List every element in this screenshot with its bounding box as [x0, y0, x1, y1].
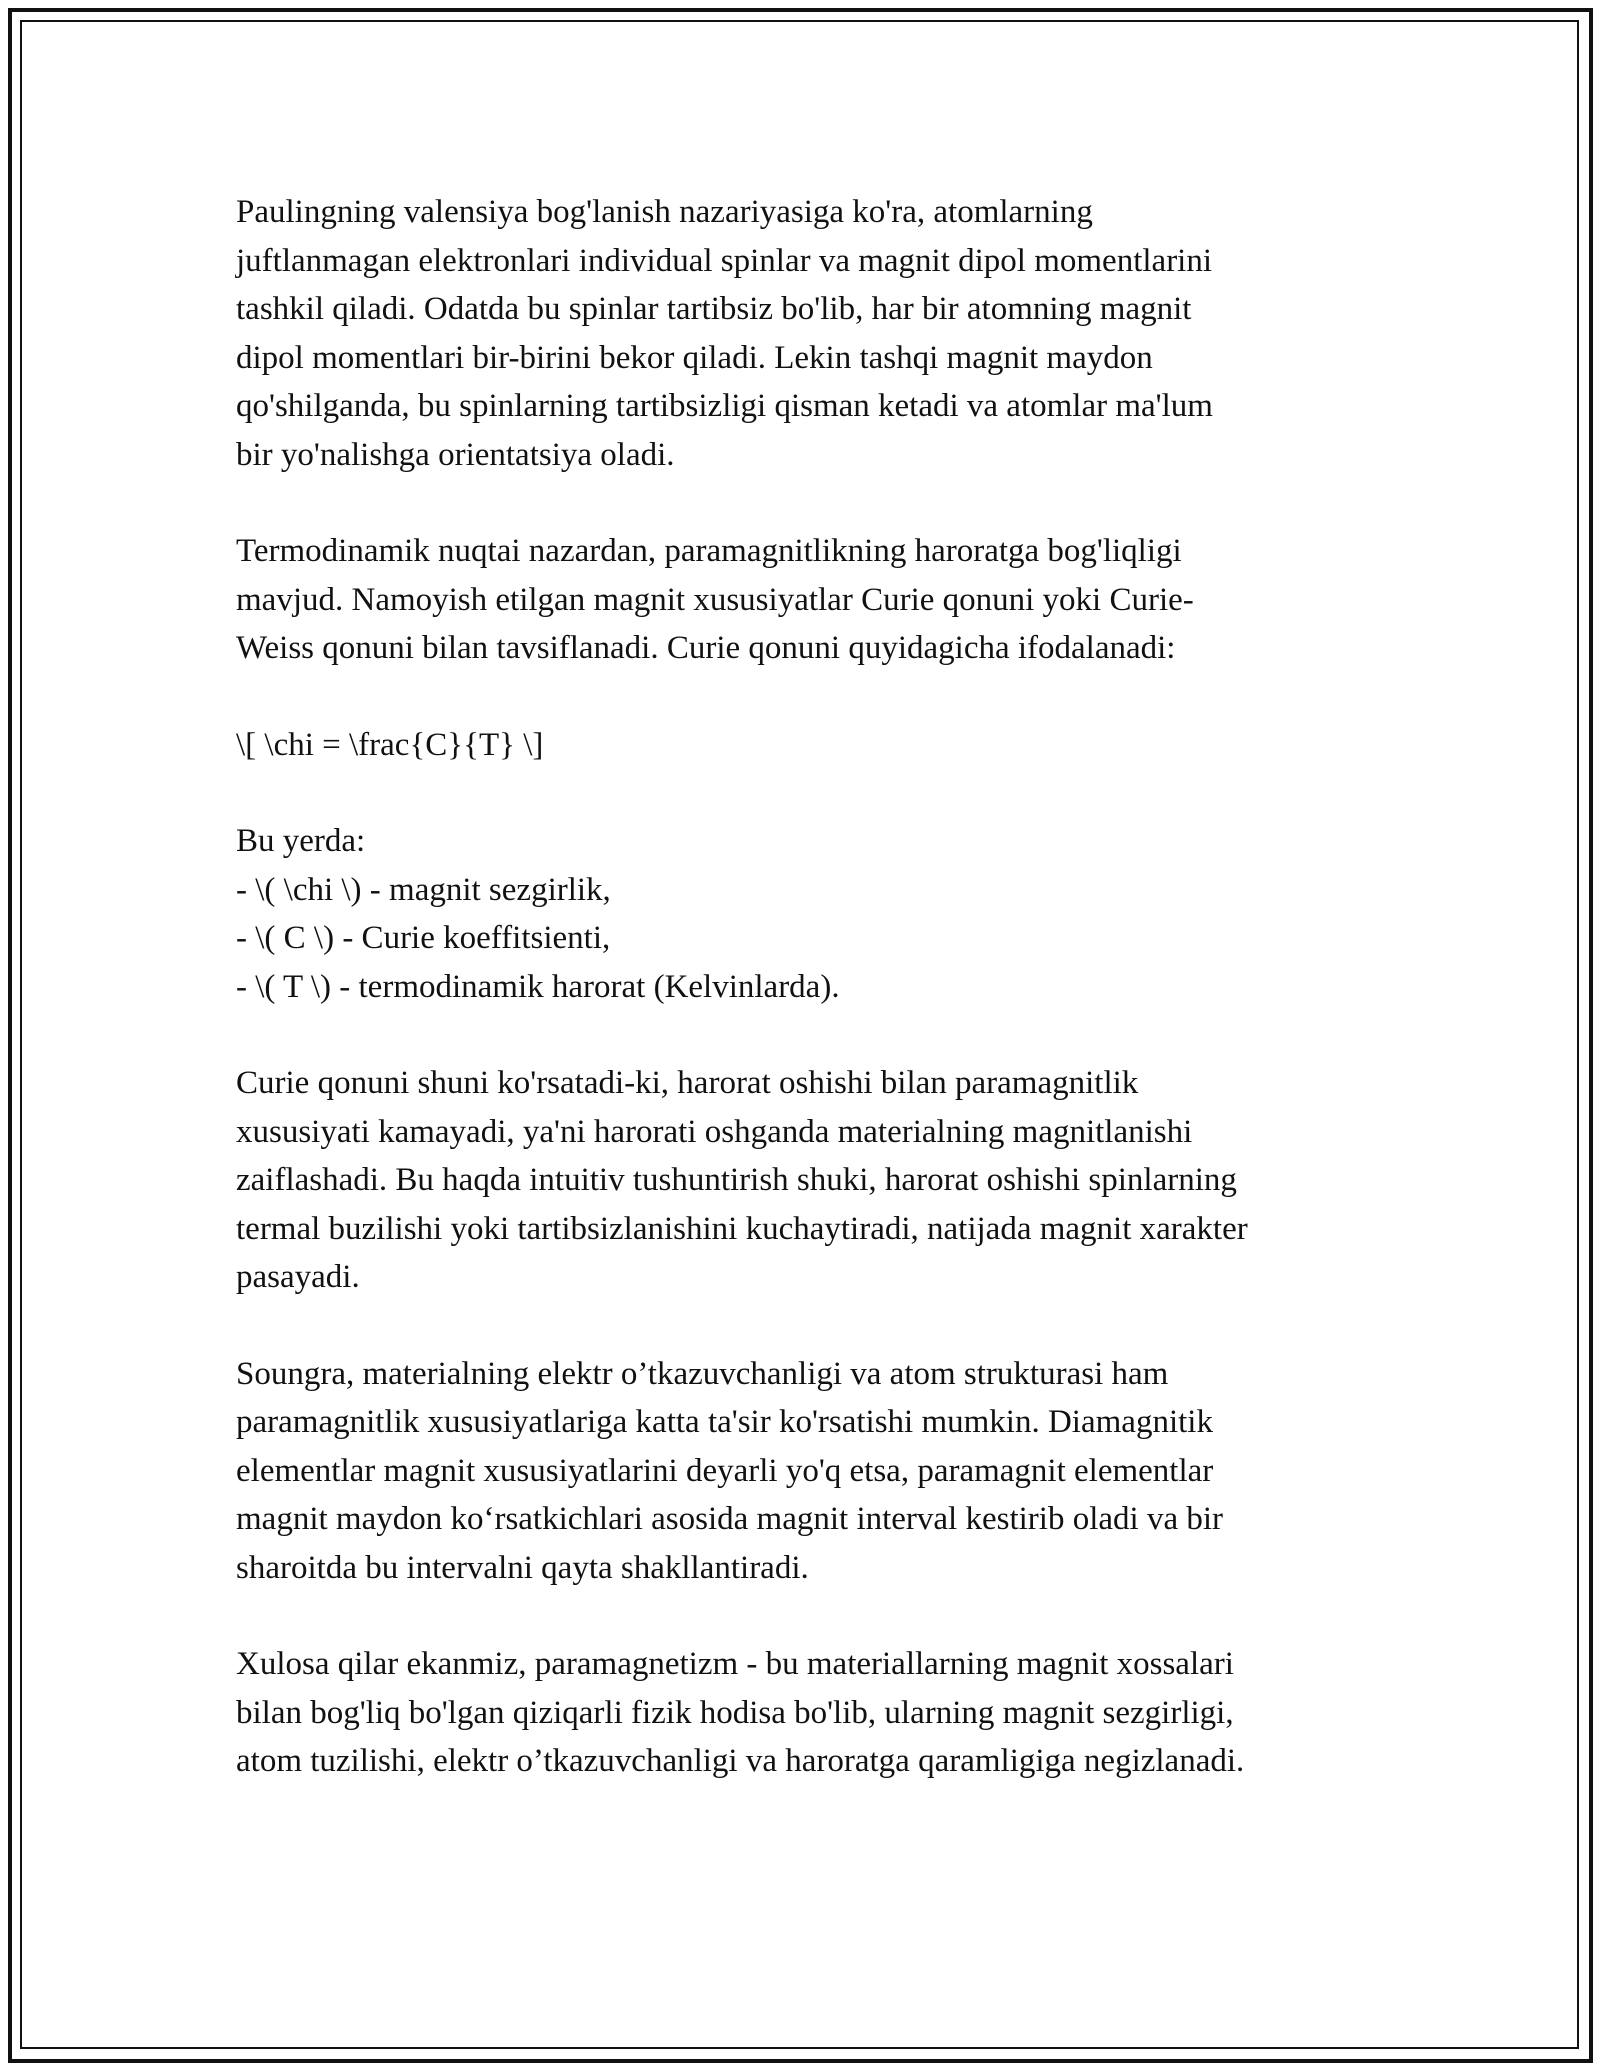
text-line: Curie qonuni shuni ko'rsatadi-ki, harorat oshishi bilan paramagnitlik [236, 1065, 1139, 1101]
text-line: elementlar magnit xususiyatlarini deyarli yo'q etsa, paramagnit elementlar [236, 1452, 1214, 1489]
text-line: dipol momentlari bir-birini bekor qiladi. Lekin tashqi magnit maydon [236, 339, 1153, 376]
definitions-heading: Bu yerda: [236, 823, 366, 859]
text-line: magnit maydon ko‘rsatkichlari asosida magnit interval kestirib oladi va bir [236, 1501, 1224, 1537]
text-line: Paulingning valensiya bog'lanish nazariyasiga ko'ra, atomlarning [236, 194, 1093, 230]
text-line: bilan bog'liq bo'lgan qiziqarli fizik hodisa bo'lib, ularning magnit sezgirligi, [236, 1694, 1234, 1731]
definition-item: - \( \chi \) - magnit sezgirlik, [236, 871, 611, 908]
paragraph-pauling [236, 188, 1366, 479]
curie-law-formula: \[ \chi = \frac{C}{T} \] [236, 726, 544, 763]
definition-item: - \( C \) - Curie koeffitsienti, [236, 920, 611, 956]
paragraph-definitions [236, 817, 1366, 1011]
text-line: atom tuzilishi, elektr o’tkazuvchanligi va haroratga qaramligiga negizlanadi. [236, 1743, 1245, 1779]
text-line: Termodinamik nuqtai nazardan, paramagnitlikning haroratga bog'liqligi [236, 533, 1182, 569]
text-line: paramagnitlik xususiyatlariga katta ta'sir ko'rsatishi mumkin. Diamagnitik [236, 1404, 1213, 1440]
text-line: xususiyati kamayadi, ya'ni harorati oshganda materialning magnitlanishi [236, 1113, 1193, 1150]
text-line: mavjud. Namoyish etilgan magnit xususiyatlar Curie qonuni yoki Curie- [236, 581, 1194, 618]
paragraph-thermodynamic [236, 527, 1366, 673]
document-body [236, 188, 1366, 1834]
paragraph-curie-explanation [236, 1059, 1366, 1302]
text-line: Soungra, materialning elektr o’tkazuvchanligi va atom strukturasi ham [236, 1355, 1169, 1392]
text-line: zaiflashadi. Bu haqda intuitiv tushuntirish shuki, harorat oshishi spinlarning [236, 1162, 1237, 1198]
paragraph-conclusion [236, 1640, 1366, 1786]
paragraph-conductivity [236, 1350, 1366, 1593]
text-line: juftlanmagan elektronlari individual spinlar va magnit dipol momentlarini [236, 242, 1213, 279]
text-line: Xulosa qilar ekanmiz, paramagnetizm - bu materiallarning magnit xossalari [236, 1646, 1234, 1682]
text-line: sharoitda bu intervalni qayta shakllantiradi. [236, 1549, 809, 1586]
text-line: tashkil qiladi. Odatda bu spinlar tartibsiz bo'lib, har bir atomning magnit [236, 291, 1192, 327]
definition-item: - \( T \) - termodinamik harorat (Kelvinlarda). [236, 968, 840, 1005]
paragraph-formula [236, 721, 1366, 770]
text-line: qo'shilganda, bu spinlarning tartibsizligi qisman ketadi va atomlar ma'lum [236, 388, 1213, 424]
text-line: termal buzilishi yoki tartibsizlanishini kuchaytiradi, natijada magnit xarakter [236, 1210, 1248, 1247]
text-line: pasayadi. [236, 1259, 360, 1295]
text-line: Weiss qonuni bilan tavsiflanadi. Curie qonuni quyidagicha ifodalanadi: [236, 630, 1176, 666]
text-line: bir yo'nalishga orientatsiya oladi. [236, 436, 675, 473]
